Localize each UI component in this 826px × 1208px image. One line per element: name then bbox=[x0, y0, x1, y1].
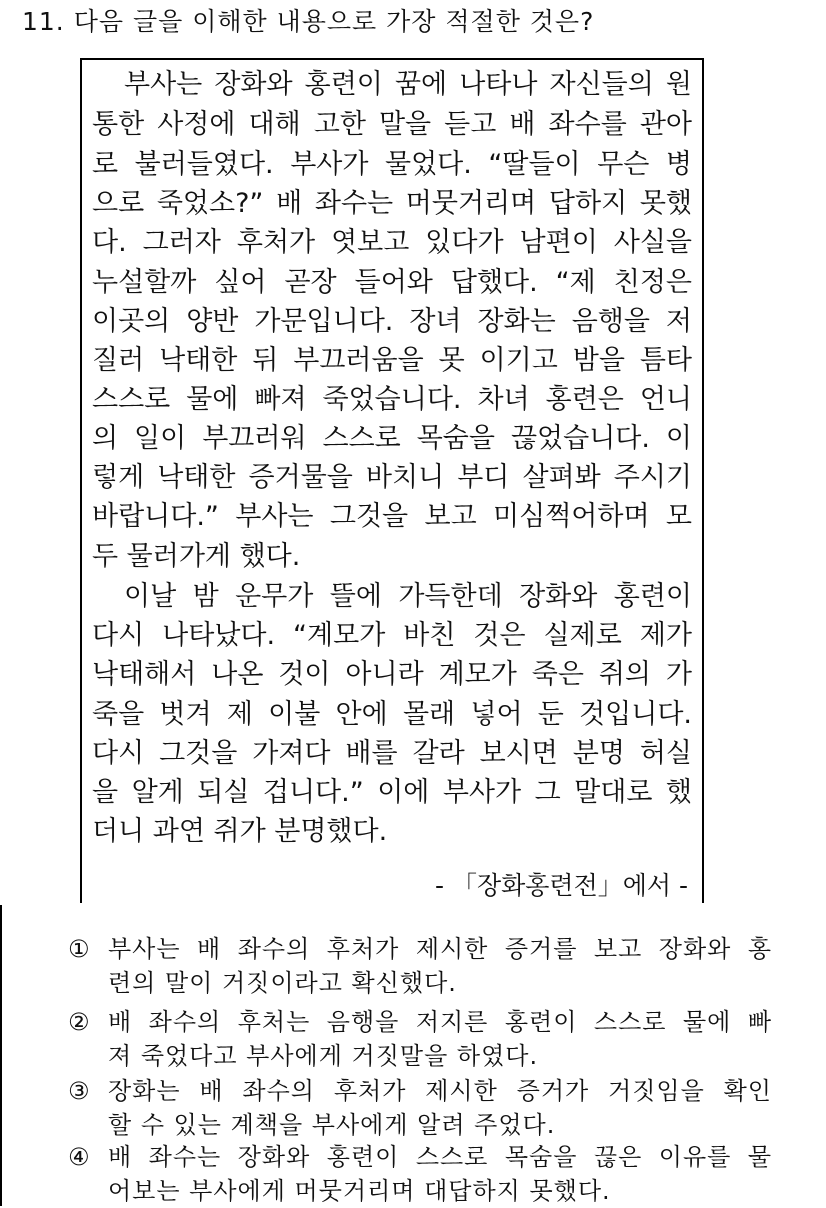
passage-line: 바랍니다.” 부사는 그것을 보고 미심쩍어하며 모 bbox=[92, 501, 692, 532]
choice-text-line: 할 수 있는 계책을 부사에게 알려 주었다. bbox=[108, 1111, 556, 1139]
passage-line: 을 알게 되실 겁니다.” 이에 부사가 그 말대로 했 bbox=[92, 777, 692, 808]
passage-line: 죽을 벗겨 제 이불 안에 몰래 넣어 둔 것입니다. bbox=[92, 699, 692, 730]
passage-line: 통한 사정에 대해 고한 말을 듣고 배 좌수를 관아 bbox=[92, 109, 692, 140]
margin-rule bbox=[0, 905, 2, 1206]
choice-number: ④ bbox=[68, 1143, 91, 1171]
choice-text-line: 배 좌수의 후처는 음행을 저지른 홍련이 스스로 물에 빠 bbox=[108, 1008, 772, 1036]
choice-text-line: 부사는 배 좌수의 후처가 제시한 증거를 보고 장화와 홍 bbox=[108, 935, 772, 963]
passage-line: 다시 나타났다. “계모가 바친 것은 실제로 제가 bbox=[92, 620, 692, 651]
passage-line: 더니 과연 쥐가 분명했다. bbox=[92, 816, 388, 847]
passage-line: 으로 죽었소?” 배 좌수는 머뭇거리며 답하지 못했 bbox=[92, 188, 692, 219]
passage-line: 두 물러가게 했다. bbox=[92, 541, 301, 572]
passage-source: - 「장화홍련전」에서 - bbox=[435, 871, 688, 900]
passage-box bbox=[80, 58, 704, 903]
choice-1[interactable] bbox=[68, 932, 772, 1000]
passage-line: 다. 그러자 후처가 엿보고 있다가 남편이 사실을 bbox=[92, 227, 692, 258]
choice-text-line: 배 좌수는 장화와 홍련이 스스로 목숨을 끊은 이유를 물 bbox=[108, 1143, 772, 1171]
choice-4[interactable] bbox=[68, 1140, 772, 1208]
passage-line: 스스로 물에 빠져 죽었습니다. 차녀 홍련은 언니 bbox=[92, 384, 692, 415]
passage-line: 부사는 장화와 홍련이 꿈에 나타나 자신들의 원 bbox=[124, 69, 692, 100]
choice-text-line: 장화는 배 좌수의 후처가 제시한 증거가 거짓임을 확인 bbox=[108, 1077, 772, 1105]
choice-number: ① bbox=[68, 935, 91, 963]
choice-3[interactable] bbox=[68, 1074, 772, 1142]
passage-line: 누설할까 싶어 곧장 들어와 답했다. “제 친정은 bbox=[92, 267, 692, 298]
passage-line: 낙태해서 나온 것이 아니라 계모가 죽은 쥐의 가 bbox=[92, 659, 692, 690]
passage-line: 이곳의 양반 가문입니다. 장녀 장화는 음행을 저 bbox=[92, 306, 692, 337]
choice-text-line: 련의 말이 거짓이라고 확신했다. bbox=[108, 969, 457, 997]
choice-text-line: 져 죽었다고 부사에게 거짓말을 하였다. bbox=[108, 1042, 539, 1070]
passage-line: 로 불러들였다. 부사가 물었다. “딸들이 무슨 병 bbox=[92, 149, 692, 180]
choice-number: ② bbox=[68, 1008, 91, 1036]
choice-2[interactable] bbox=[68, 1005, 772, 1073]
question-title: 11. 다음 글을 이해한 내용으로 가장 적절한 것은? bbox=[22, 7, 595, 36]
choice-text-line: 어보는 부사에게 머뭇거리며 대답하지 못했다. bbox=[108, 1177, 611, 1205]
passage-line: 의 일이 부끄러워 스스로 목숨을 끊었습니다. 이 bbox=[92, 423, 692, 454]
passage-line: 질러 낙태한 뒤 부끄러움을 못 이기고 밤을 틈타 bbox=[92, 345, 692, 376]
choice-number: ③ bbox=[68, 1077, 91, 1105]
passage-line: 이날 밤 운무가 뜰에 가득한데 장화와 홍련이 bbox=[124, 581, 692, 612]
passage-line: 다시 그것을 가져다 배를 갈라 보시면 분명 허실 bbox=[92, 738, 692, 769]
passage-line: 렇게 낙태한 증거물을 바치니 부디 살펴봐 주시기 bbox=[92, 462, 692, 493]
